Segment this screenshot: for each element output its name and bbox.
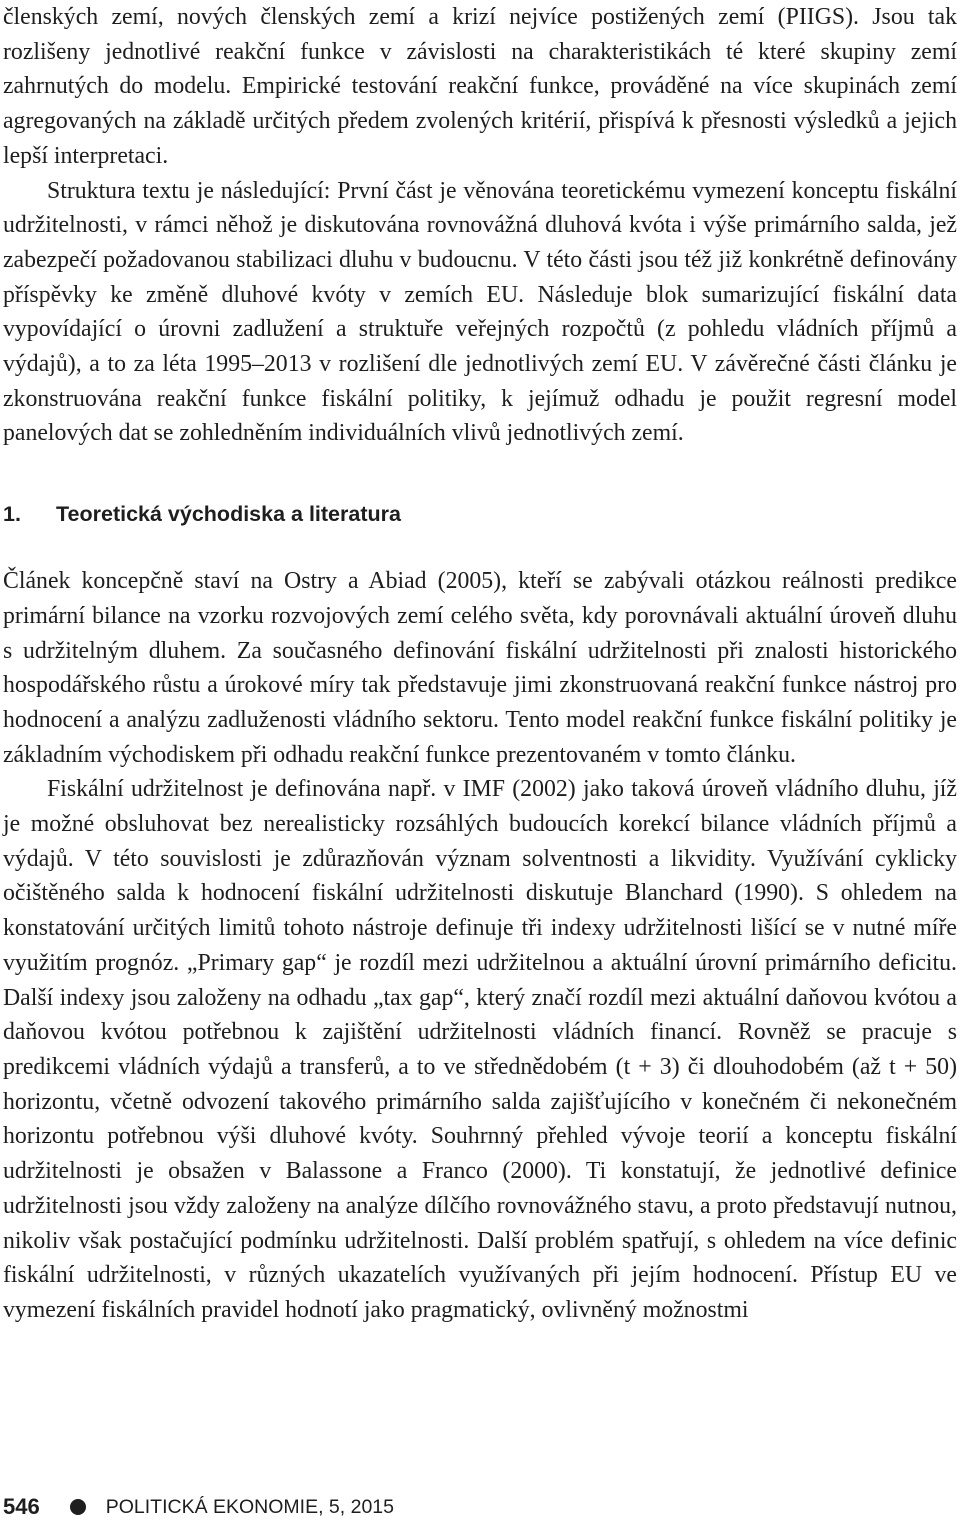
journal-name: POLITICKÁ EKONOMIE, 5, 2015 — [105, 1495, 394, 1518]
paragraph-section-2: Fiskální udržitelnost je definována např. v IMF (2002) jako taková úroveň vládního dluhu, jíž je možné obsluhovat bez nerealisticky rozsáhlých budoucích korekcí bilance vládních příjmů a výdajů. V této souvislosti je zdůrazňován význam solventnosti a likvidity. Využívání cyklicky očištěného salda k hodnocení fiskální udržitelnosti diskutuje Blanchard (1990). S ohledem na konstatování určitých limitů tohoto nástroje definuje tři indexy udržitelnosti lišící se v nutné míře využitím prognóz. „Primary gap“ je rozdíl mezi udržitelnou a aktuální úrovní primárního deficitu. Další indexy jsou založeny na odhadu „tax gap“, který značí rozdíl mezi aktuální daňovou kvótou a daňovou kvótou potřebnou k zajištění udržitelnosti vládních financí. Rovněž se pracuje s predikcemi vládních výdajů a transferů, a to ve střednědobém (t + 3) či dlouhodobém (až t + 50) horizontu, včetně odvození takového primárního salda zajišťujícího v konečném či nekonečném horizontu potřebnou výši dluhové kvóty. Souhrnný přehled vývoje teorií a konceptu fiskální udržitelnosti je obsažen v Balassone a Franco (2000). Ti konstatují, že jednotlivé definice udržitelnosti jsou vždy založeny na analýze dílčího rovnovážného stavu, a proto představují nutnou, nikoliv však postačující podmínku udržitelnosti. Další problém spatřují, s ohledem na více definic fiskální udržitelnosti, v různých ukazatelích využívaných při jejím hodnocení. Přístup EU ve vymezení fiskálních pravidel hodnotí jako pragmatický, ovlivněný možnostmi — [3, 776, 957, 1323]
page-footer — [3, 1494, 394, 1520]
paragraph-intro-2: Struktura textu je následující: První část je věnována teoretickému vymezení konceptu fiskální udržitelnosti, v rámci něhož je diskutována rovnovážná dluhová kvóta i výše primárního salda, jež zabezpečí požadovanou stabilizaci dluhu v budoucnu. V této části jsou též již konkrétně definovány příspěvky ke změně dluhové kvóty v zemích EU. Následuje blok sumarizující fiskální data vypovídající o úrovni zadlužení a struktuře veřejných rozpočtů (z pohledu vládních příjmů a výdajů), a to za léta 1995–2013 v rozlišení dle jednotlivých zemí EU. V závěrečné části článku je zkonstruována reakční funkce fiskální politiky, k jejímuž odhadu je použit regresní model panelových dat se zohledněním individuálních vlivů jednotlivých zemí. — [3, 177, 957, 447]
page-body — [3, 0, 957, 1328]
page-number: 546 — [3, 1494, 40, 1519]
section-number: 1. — [3, 502, 21, 527]
paragraph-intro-1: členských zemí, nových členských zemí a krizí nejvíce postižených zemí (PIIGS). Jsou tak rozlišeny jednotlivé reakční funkce v závislosti na charakteristikách té které skupiny zemí zahrnutých do modelu. Empirické testování reakční funkce, prováděné na více skupinách zemí agregovaných na základě určitých předem zvolených kritérií, přispívá k přesnosti výsledků a jejich lepší interpretaci. — [3, 4, 957, 169]
paragraph-section-1: Článek koncepčně staví na Ostry a Abiad (2005), kteří se zabývali otázkou reálnosti predikce primární bilance na vzorku rozvojových zemí celého světa, kdy porovnávali aktuální úroveň dluhu s udržitelným dluhem. Za současného definování fiskální udržitelnosti při znalosti historického hospodářského růstu a úrokové míry tak představuje jimi zkonstruovaná reakční funkce nástroj pro hodnocení a analýzu zadluženosti vládního sektoru. Tento model reakční funkce fiskální politiky je základním východiskem při odhadu reakční funkce prezentovaném v tomto článku. — [3, 568, 957, 768]
section-heading — [3, 500, 957, 528]
section-title: Teoretická východiska a literatura — [56, 502, 401, 527]
bullet-dot-icon — [70, 1499, 86, 1515]
